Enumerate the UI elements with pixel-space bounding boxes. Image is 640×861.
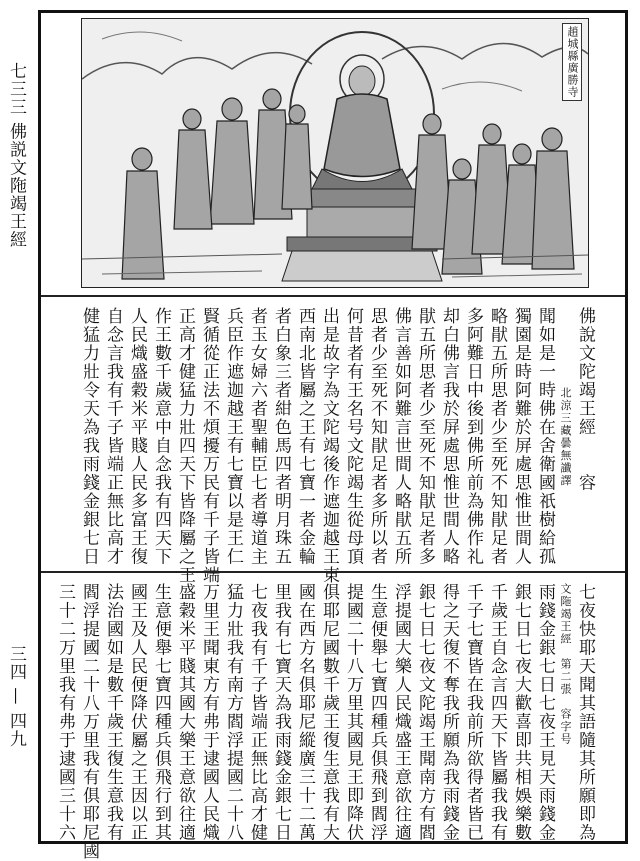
text-column: 生意便舉七寶四種兵俱飛到閻浮 xyxy=(367,583,387,842)
text-column: 國在西方名俱耶尼縱廣三十二萬 xyxy=(295,583,315,842)
text-column: 賢循從正法不煩擾万民有千子皆端 xyxy=(199,307,219,585)
text-column: 却白佛言我於屏處思惟世間人略 xyxy=(439,307,459,566)
buddha-assembly-drawing xyxy=(82,19,588,287)
text-column: 西南北皆屬之王有七寶一者金輪 xyxy=(295,307,315,566)
translator-line: 北涼三藏曇無讖譯 xyxy=(559,387,572,487)
text-column: 獨園是時阿難於屏處思惟世間人 xyxy=(511,307,531,566)
text-column: 者玉女婦六者聖輔臣七者導道主 xyxy=(247,307,267,566)
text-column: 猛力壯我有南方閻浮提國二十八 xyxy=(223,583,243,842)
margin-volume-title: 七三三 佛説文陁竭王經 xyxy=(6,62,26,249)
page-header: 文陁竭王經 第二張 容字号 xyxy=(559,583,572,746)
section-divider xyxy=(41,571,625,573)
text-column: 俱耶尼國數千歲王復生意我有大 xyxy=(319,583,339,842)
text-column: 何昔者有王名号文陀竭生從母頂 xyxy=(343,307,363,566)
text-column: 人民熾盛穀米平賤人民多富王復 xyxy=(127,307,147,566)
text-column: 略猒五所思者少至死不知猒足者 xyxy=(487,307,507,566)
text-column: 得之天復不奪我所願為我雨錢金 xyxy=(439,583,459,842)
text-column: 万里王聞東方有弗于逮國人民熾 xyxy=(199,583,219,842)
text-column: 雨錢金銀七日七夜王見天雨錢金 xyxy=(535,583,555,842)
text-column: 猒五所思者少至死不知猒足者多 xyxy=(415,307,435,566)
text-column: 自念言我有千子皆端正無比高才 xyxy=(103,307,123,566)
text-column: 國王及人民便降伏屬之王因以正 xyxy=(127,583,147,842)
text-column: 里我有七寶天為我雨錢金銀七日 xyxy=(271,583,291,842)
text-column: 健猛力壯令天為我雨錢金銀七日 xyxy=(79,307,99,566)
text-column: 千歲王自念言四天下皆屬我我有 xyxy=(487,583,507,842)
text-column: 七夜快耶天聞其語隨其所願即為 xyxy=(575,583,595,842)
text-column: 佛言善如阿難言世間人略猒五所 xyxy=(391,307,411,566)
text-column: 思者少至死不知猒足者多所以者 xyxy=(367,307,387,566)
margin-page-number: 三四 — 四九 xyxy=(6,645,26,748)
text-column: 七夜我有千子皆端正無比高才健 xyxy=(247,583,267,842)
text-column: 兵臣作遮迦越王有七寶以是王仁 xyxy=(223,307,243,566)
text-column: 出是故字為文陀竭後作遮迦越王東 xyxy=(319,307,339,585)
text-column: 千子七寶皆在我前所欲得者皆已 xyxy=(463,583,483,842)
text-column: 多阿難日中後到佛所前為佛作礼 xyxy=(463,307,483,566)
text-column: 法治國如是數千歲王復生意我有 xyxy=(103,583,123,842)
illustration-caption: 趙城縣廣勝寺 xyxy=(562,23,582,101)
text-column: 正高才健猛力壯四天下皆降屬之王 xyxy=(175,307,195,585)
text-column: 生意便舉七寶四種兵俱飛行到其 xyxy=(151,583,171,842)
text-column: 者白象三者紺色馬四者明月珠五 xyxy=(271,307,291,566)
text-column: 三十二万里我有弗于逮國三十六 xyxy=(55,583,75,842)
text-column: 聞如是一時佛在舍衛國祇樹給孤 xyxy=(535,307,555,566)
text-column: 提國二十八万里其國見王即降伏 xyxy=(343,583,363,842)
text-panel-1 xyxy=(79,307,596,585)
text-column: 閻浮提國二十八万里我有俱耶尼國 xyxy=(79,583,99,861)
section-divider xyxy=(41,295,625,297)
frontispiece-illustration xyxy=(81,18,589,288)
text-column: 銀七日七夜文陀竭王聞南方有閻 xyxy=(415,583,435,842)
text-column: 浮提國大樂人民熾盛王意欲往適 xyxy=(391,583,411,842)
text-column: 作王數千歲意中自念我有四天下 xyxy=(151,307,171,566)
sutra-title: 佛說文陀竭王經 容 xyxy=(575,307,595,492)
text-column: 銀七日七夜大歡喜即共相娛樂數 xyxy=(511,583,531,842)
text-panel-2 xyxy=(55,583,596,861)
text-column: 盛穀米平賤其國大樂王意欲往適 xyxy=(175,583,195,842)
page-frame xyxy=(38,10,628,861)
